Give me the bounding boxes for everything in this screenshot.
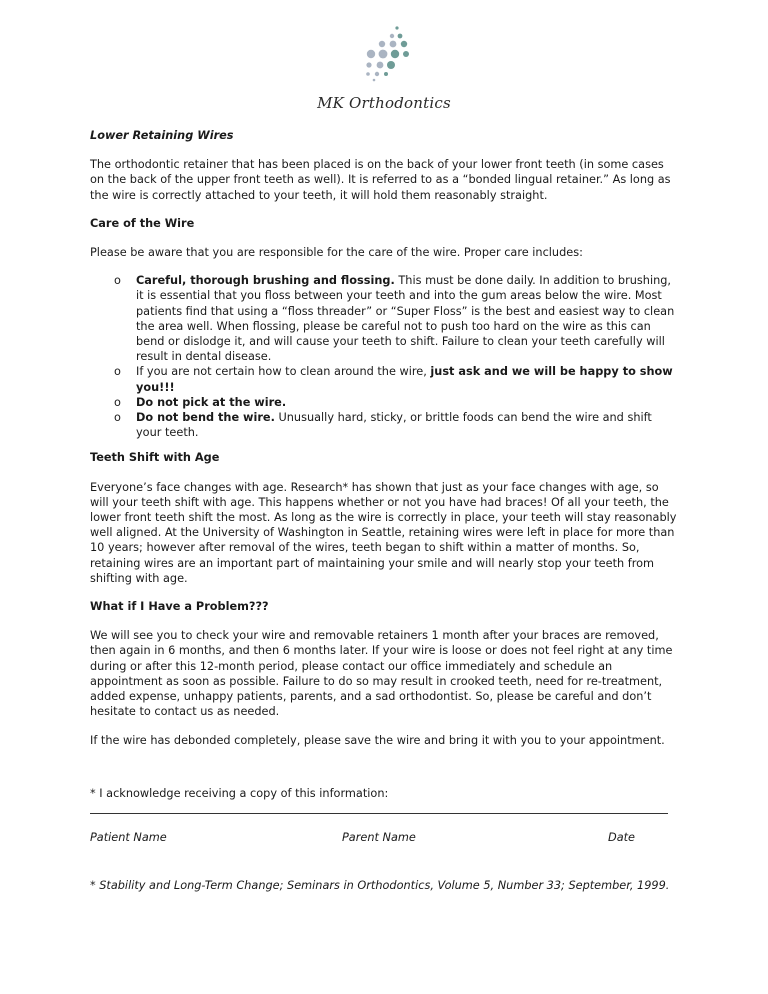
section-heading-problem: What if I Have a Problem???: [90, 600, 269, 614]
bullet-icon: o: [114, 274, 121, 288]
paragraph-teeth-shift: Everyone’s face changes with age. Research* has shown that just as your face changes with age, so will your teeth shift with age. This happens whether or not you have had braces! Of all your teeth, the lower front teeth shift the most. As long as the wire is correctly in place, your teeth will stay reasonably well aligned. At the University of Washington in Seattle, retaining wires were left in place for more than 10 years; however after removal of the wires, teeth began to shift within a matter of months. So, retaining wires are an important part of maintaining your smile and will nearly stop your teeth from shifting with age.: [90, 480, 677, 585]
brand-name: MK Orthodontics: [317, 94, 451, 112]
section-heading-teeth-shift: Teeth Shift with Age: [90, 451, 220, 465]
list-item-bold: Do not bend the wire.: [136, 411, 275, 425]
bullet-icon: o: [114, 411, 121, 425]
signature-labels: [90, 830, 680, 848]
patient-name-label: Patient Name: [90, 830, 167, 844]
paragraph-care-intro: Please be aware that you are responsible for the care of the wire. Proper care includes:: [90, 246, 583, 260]
bullet-icon: o: [114, 365, 121, 379]
paragraph-retainer-description: The orthodontic retainer that has been placed is on the back of your lower front teeth (in some cases on the back of the upper front teeth as well). It is referred to as a “bonded lingual retainer.” As long as the wire is correctly attached to your teeth, it will hold them reasonably straight.: [90, 158, 671, 202]
signature-line[interactable]: [90, 813, 668, 814]
section-heading-lower-retaining-wires: Lower Retaining Wires: [90, 129, 234, 142]
list-item: [90, 364, 680, 394]
logo-dots-icon: [348, 24, 418, 82]
list-item-bold: Careful, thorough brushing and flossing.: [136, 274, 395, 288]
list-item: [90, 410, 680, 440]
list-item-text: If you are not certain how to clean around the wire,: [136, 365, 431, 379]
list-item-text: Unusually hard, sticky, or brittle foods can bend the wire and shift your teeth.: [136, 411, 652, 440]
paragraph-debonded: If the wire has debonded completely, please save the wire and bring it with you to your appointment.: [90, 733, 665, 747]
document-body: [90, 128, 680, 893]
footnote: * Stability and Long-Term Change; Seminars in Orthodontics, Volume 5, Number 33; September, 1999.: [90, 878, 670, 892]
list-item: [90, 395, 680, 410]
date-label: Date: [608, 830, 636, 844]
bullet-icon: o: [114, 395, 121, 409]
section-heading-care-of-wire: Care of the Wire: [90, 216, 195, 230]
list-item-text: This must be done daily. In addition to brushing, it is essential that you floss between your teeth and into the gum areas below the wire. Most patients find that using a “floss threader” or “Super Floss” is the best and easiest way to clean the area well. When flossing, please be careful not to push too hard on the wire as this can bend or dislodge it, and will cause your teeth to shift. Failure to clean your teeth carefully will result in dental disease.: [136, 274, 675, 364]
care-list: [90, 273, 680, 440]
parent-name-label: Parent Name: [342, 830, 416, 844]
list-item-bold: Do not pick at the wire.: [136, 395, 287, 409]
paragraph-checkups: We will see you to check your wire and removable retainers 1 month after your braces are removed, then again in 6 months, and then 6 months later. If your wire is loose or does not feel right at any time during or after this 12-month period, please contact our office immediately and schedule an appointment as soon as possible. Failure to do so may result in crooked teeth, need for re-treatment, added expense, unhappy patients, parents, and a sad orthodontist. So, please be careful and don’t hesitate to contact us as needed.: [90, 629, 673, 719]
list-item: [90, 273, 680, 364]
list-item-bold: just ask and we will be happy to show you!!!: [136, 365, 673, 394]
acknowledgement-text: * I acknowledge receiving a copy of this information:: [90, 786, 389, 800]
